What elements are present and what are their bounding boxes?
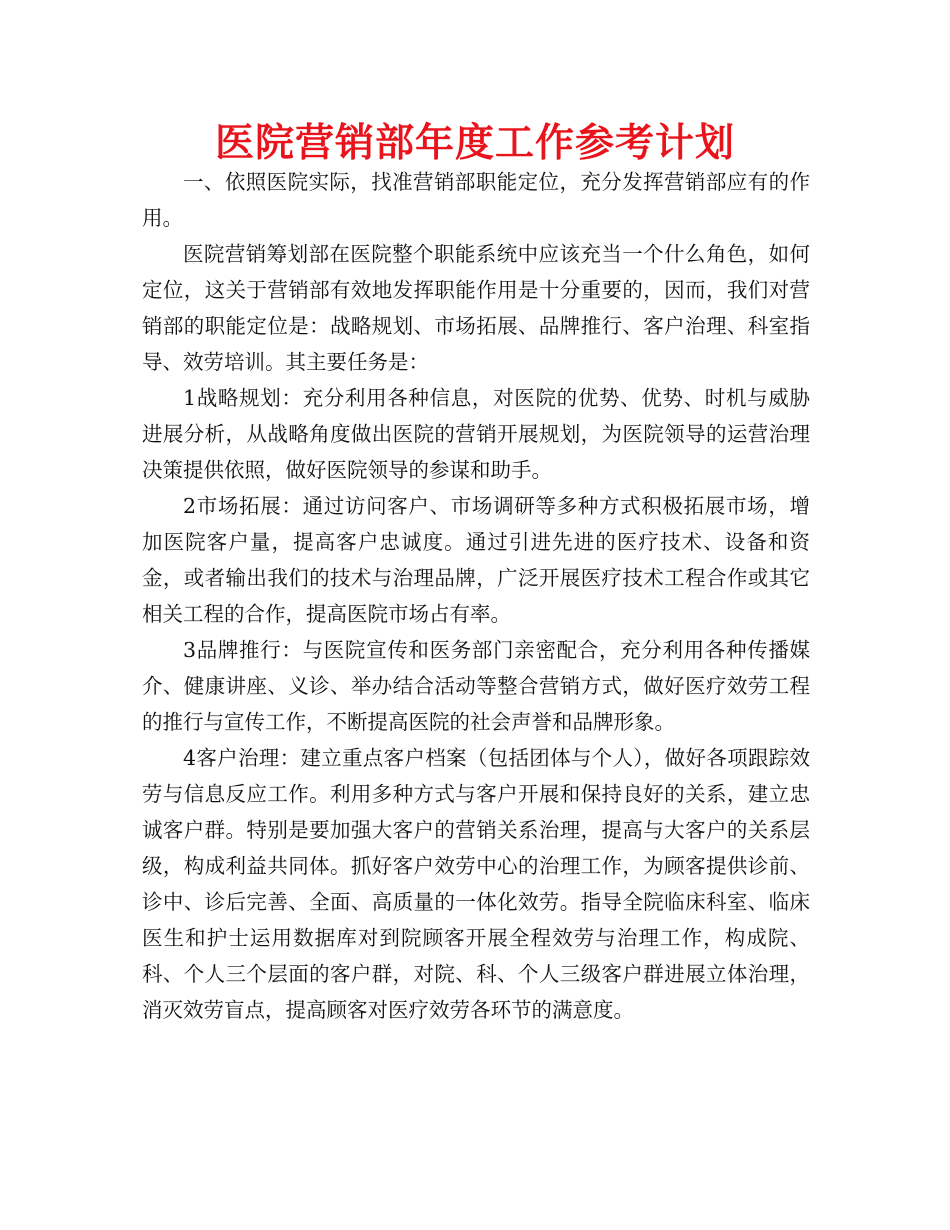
paragraph-intro: 一、依照医院实际，找准营销部职能定位，充分发挥营销部应有的作用。 — [142, 170, 810, 230]
paragraph-role: 医院营销筹划部在医院整个职能系统中应该充当一个什么角色，如何定位，这关于营销部有效地发挥职能作用是十分重要的，因而，我们对营销部的职能定位是：战略规划、市场拓展、品牌推行、客户治理、科室指导、效劳培训。其主要任务是： — [142, 242, 810, 374]
paragraph-brand: 3品牌推行：与医院宣传和医务部门亲密配合，充分利用各种传播媒介、健康讲座、义诊、举办结合活动等整合营销方式，做好医疗效劳工程的推行与宣传工作，不断提高医院的社会声誉和品牌形象。 — [142, 638, 810, 734]
paragraph-market: 2市场拓展：通过访问客户、市场调研等多种方式积极拓展市场，增加医院客户量，提高客户忠诚度。通过引进先进的医疗技术、设备和资金，或者输出我们的技术与治理品牌，广泛开展医疗技术工程合作或其它相关工程的合作，提高医院市场占有率。 — [142, 494, 810, 626]
paragraph-customer: 4客户治理：建立重点客户档案（包括团体与个人），做好各项跟踪效劳与信息反应工作。利用多种方式与客户开展和保持良好的关系，建立忠诚客户群。特别是要加强大客户的营销关系治理，提高与大客户的关系层级，构成利益共同体。抓好客户效劳中心的治理工作，为顾客提供诊前、诊中、诊后完善、全面、高质量的一体化效劳。指导全院临床科室、临床医生和护士运用数据库对到院顾客开展全程效劳与治理工作，构成院、科、个人三个层面的客户群，对院、科、个人三级客户群进展立体治理，消灭效劳盲点，提高顾客对医疗效劳各环节的满意度。 — [142, 746, 810, 1022]
document-title: 医院营销部年度工作参考计划 — [214, 121, 735, 166]
document-body — [142, 164, 810, 1028]
paragraph-strategy: 1战略规划：充分利用各种信息，对医院的优势、优势、时机与威胁进展分析，从战略角度做出医院的营销开展规划，为医院领导的运营治理决策提供依照，做好医院领导的参谋和助手。 — [142, 386, 810, 482]
